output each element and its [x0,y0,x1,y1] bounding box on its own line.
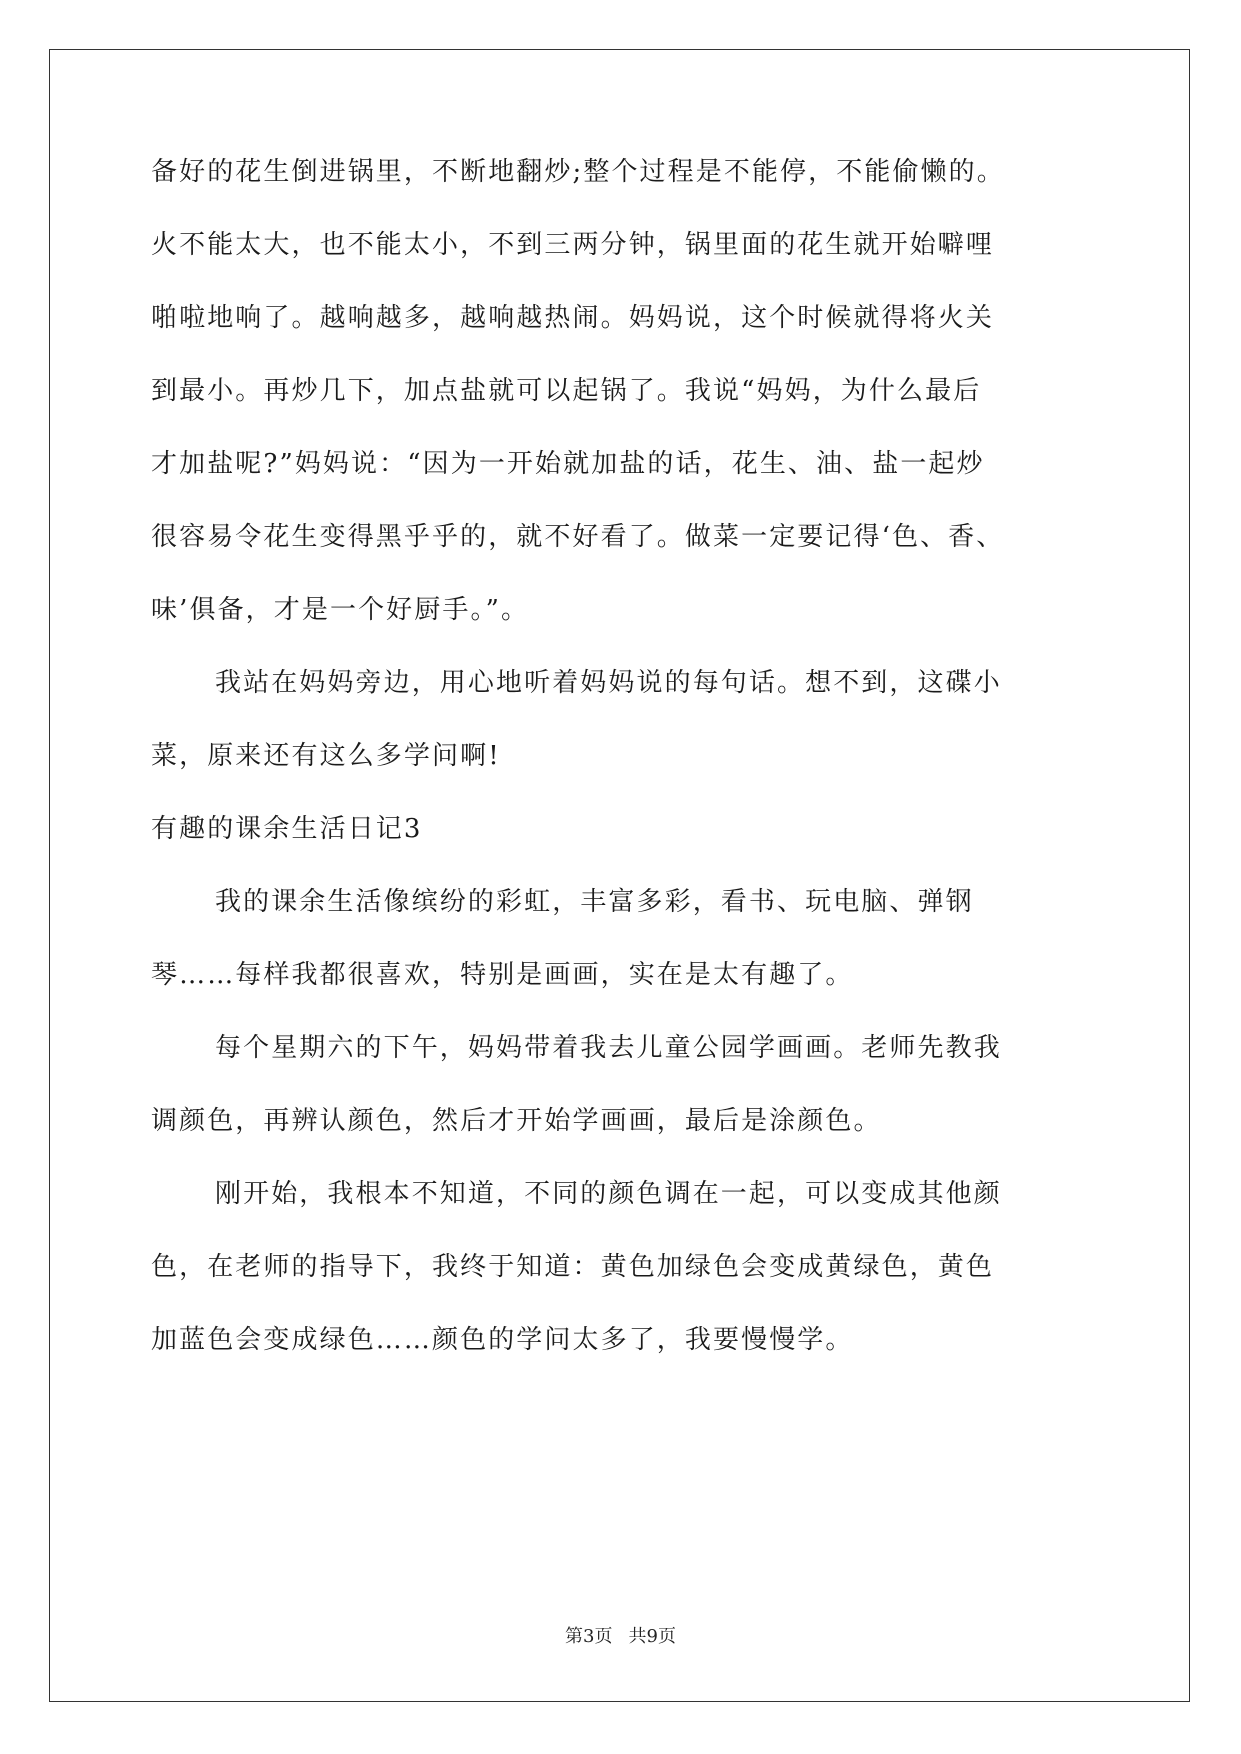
page-number-current: 第3页 [565,1626,613,1647]
text-line: 才加盐呢?”妈妈说：“因为一开始就加盐的话，花生、油、盐一起炒 [151,449,985,479]
page-number-total: 共9页 [628,1626,676,1647]
section-heading: 有趣的课余生活日记3 [151,814,423,844]
paragraph-first-line: 刚开始，我根本不知道，不同的颜色调在一起，可以变成其他颜 [215,1179,1002,1209]
paragraph-first-line: 我的课余生活像缤纷的彩虹，丰富多彩，看书、玩电脑、弹钢 [215,887,974,917]
text-line: 火不能太大，也不能太小，不到三两分钟，锅里面的花生就开始噼哩 [151,230,995,260]
page-border [49,49,1190,1702]
text-line: 调颜色，再辨认颜色，然后才开始学画画，最后是涂颜色。 [151,1106,882,1136]
text-line: 琴……每样我都很喜欢，特别是画画，实在是太有趣了。 [151,960,854,990]
paragraph-first-line: 我站在妈妈旁边，用心地听着妈妈说的每句话。想不到，这碟小 [215,668,1002,698]
text-line: 色，在老师的指导下，我终于知道：黄色加绿色会变成黄绿色，黄色 [151,1252,995,1282]
text-line: 菜，原来还有这么多学问啊! [151,741,501,771]
paragraph-first-line: 每个星期六的下午，妈妈带着我去儿童公园学画画。老师先教我 [215,1033,1002,1063]
text-line: 加蓝色会变成绿色……颜色的学问太多了，我要慢慢学。 [151,1325,854,1355]
text-line: 备好的花生倒进锅里，不断地翻炒;整个过程是不能停，不能偷懒的。 [151,157,1005,187]
text-line: 到最小。再炒几下，加点盐就可以起锅了。我说“妈妈，为什么最后 [151,376,982,406]
page-footer [0,1625,1241,1649]
text-line: 啪啦地响了。越响越多，越响越热闹。妈妈说，这个时候就得将火关 [151,303,995,333]
text-line: 很容易令花生变得黑乎乎的，就不好看了。做菜一定要记得‘色、香、 [151,522,1005,552]
text-line: 味’俱备，才是一个好厨手。”。 [151,595,530,625]
